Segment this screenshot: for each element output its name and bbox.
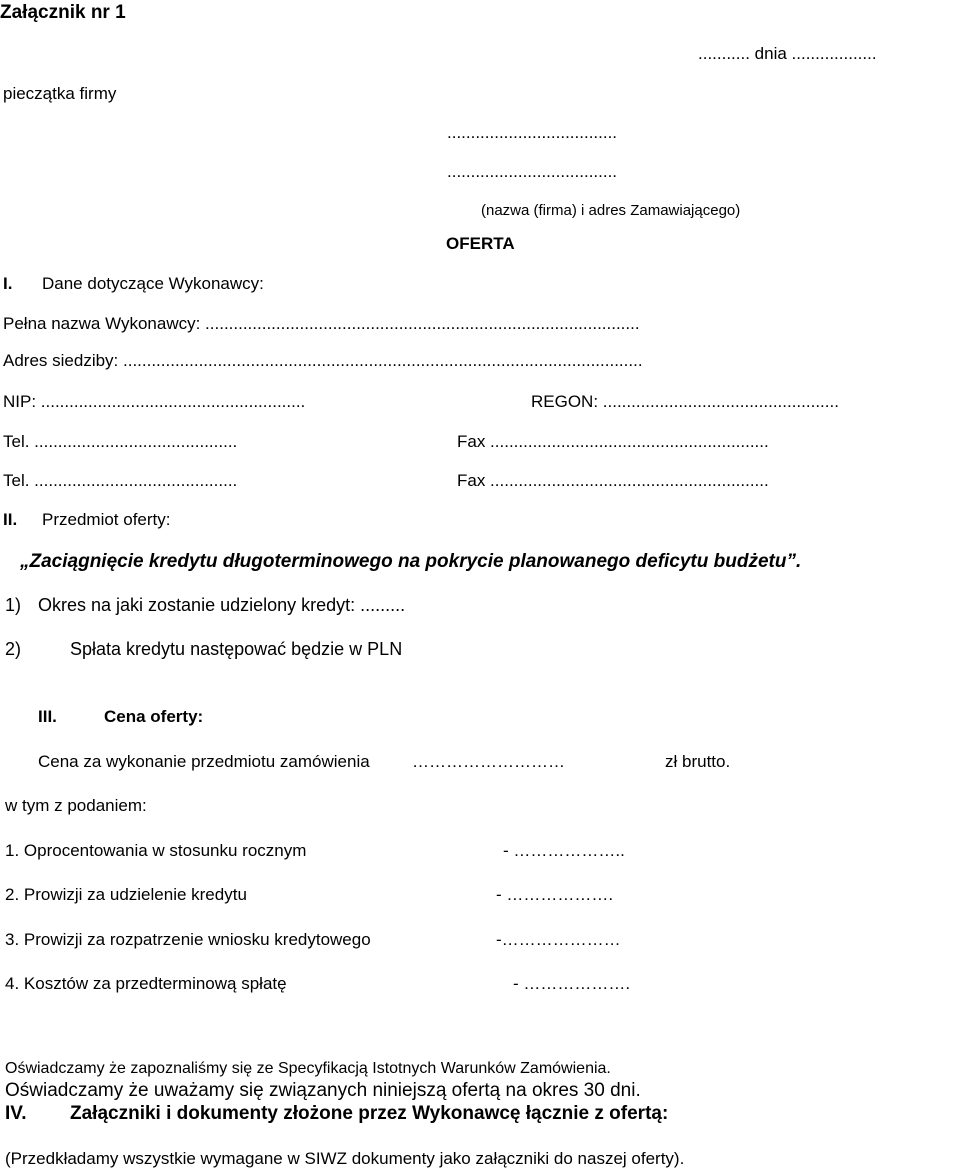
regon-field: REGON: .................................................. <box>531 392 839 411</box>
item-1-text: Okres na jaki zostanie udzielony kredyt: ......... <box>38 595 406 615</box>
date-line: ........... dnia .................. <box>698 44 877 63</box>
cost-item-value: - ………………. <box>496 885 614 904</box>
document-title: Załącznik nr 1 <box>0 2 126 23</box>
tel-field-1: Tel. ........................................... <box>3 432 238 451</box>
attachments-note: (Przedkładamy wszystkie wymagane w SIWZ dokumenty jako załączniki do naszej oferty). <box>5 1149 685 1168</box>
price-label: Cena za wykonanie przedmiotu zamówienia <box>38 752 370 771</box>
section-2-number: II. <box>3 510 18 529</box>
offer-title: OFERTA <box>446 234 515 253</box>
item-2-text: Spłata kredytu następować będzie w PLN <box>70 639 403 659</box>
cost-item-label: 4. Kosztów za przedterminową spłatę <box>5 974 287 993</box>
section-4-number: IV. <box>5 1103 27 1124</box>
fax-field-2: Fax ........................................................... <box>457 471 769 490</box>
cost-item-value: - ……………….. <box>503 841 625 860</box>
fax-field-1: Fax ........................................................... <box>457 432 769 451</box>
section-3-number: III. <box>38 707 57 726</box>
declaration-siwz: Oświadczamy że zapoznaliśmy się ze Specyfikacją Istotnych Warunków Zamówienia. <box>5 1060 611 1077</box>
section-2-heading: Przedmiot oferty: <box>42 510 171 529</box>
full-name-field: Pełna nazwa Wykonawcy: ............................................................................................ <box>3 314 640 333</box>
item-2-number: 2) <box>5 639 22 659</box>
declaration-validity: Oświadczamy że uważamy się związanych niniejszą ofertą na okres 30 dni. <box>5 1080 641 1101</box>
recipient-line-2: .................................... <box>447 162 618 181</box>
tel-field-2: Tel. ........................................... <box>3 471 238 490</box>
address-field: Adres siedziby: .............................................................................................................. <box>3 351 643 370</box>
section-1-number: I. <box>3 274 13 293</box>
cost-item-label: 3. Prowizji za rozpatrzenie wniosku kredytowego <box>5 930 371 949</box>
nip-field: NIP: ........................................................ <box>3 392 306 411</box>
cost-item-label: 2. Prowizji za udzielenie kredytu <box>5 885 247 904</box>
cost-item-label: 1. Oprocentowania w stosunku rocznym <box>5 841 307 860</box>
price-unit: zł brutto. <box>665 752 731 771</box>
cost-item-value: - ………………. <box>513 974 631 993</box>
recipient-caption: (nazwa (firma) i adres Zamawiającego) <box>481 202 741 219</box>
item-1-number: 1) <box>5 595 22 615</box>
section-3-heading: Cena oferty: <box>104 707 204 726</box>
offer-subject: „Zaciągnięcie kredytu długoterminowego na pokrycie planowanego deficytu budżetu”. <box>20 551 802 572</box>
price-dots: ……………………… <box>412 752 565 771</box>
stamp-label: pieczątka firmy <box>3 84 117 103</box>
recipient-line-1: .................................... <box>447 123 618 142</box>
cost-item-value: -………………… <box>496 930 621 949</box>
section-1-heading: Dane dotyczące Wykonawcy: <box>42 274 264 293</box>
including-label: w tym z podaniem: <box>5 796 147 815</box>
section-4-heading: Załączniki i dokumenty złożone przez Wykonawcę łącznie z ofertą: <box>70 1103 669 1124</box>
